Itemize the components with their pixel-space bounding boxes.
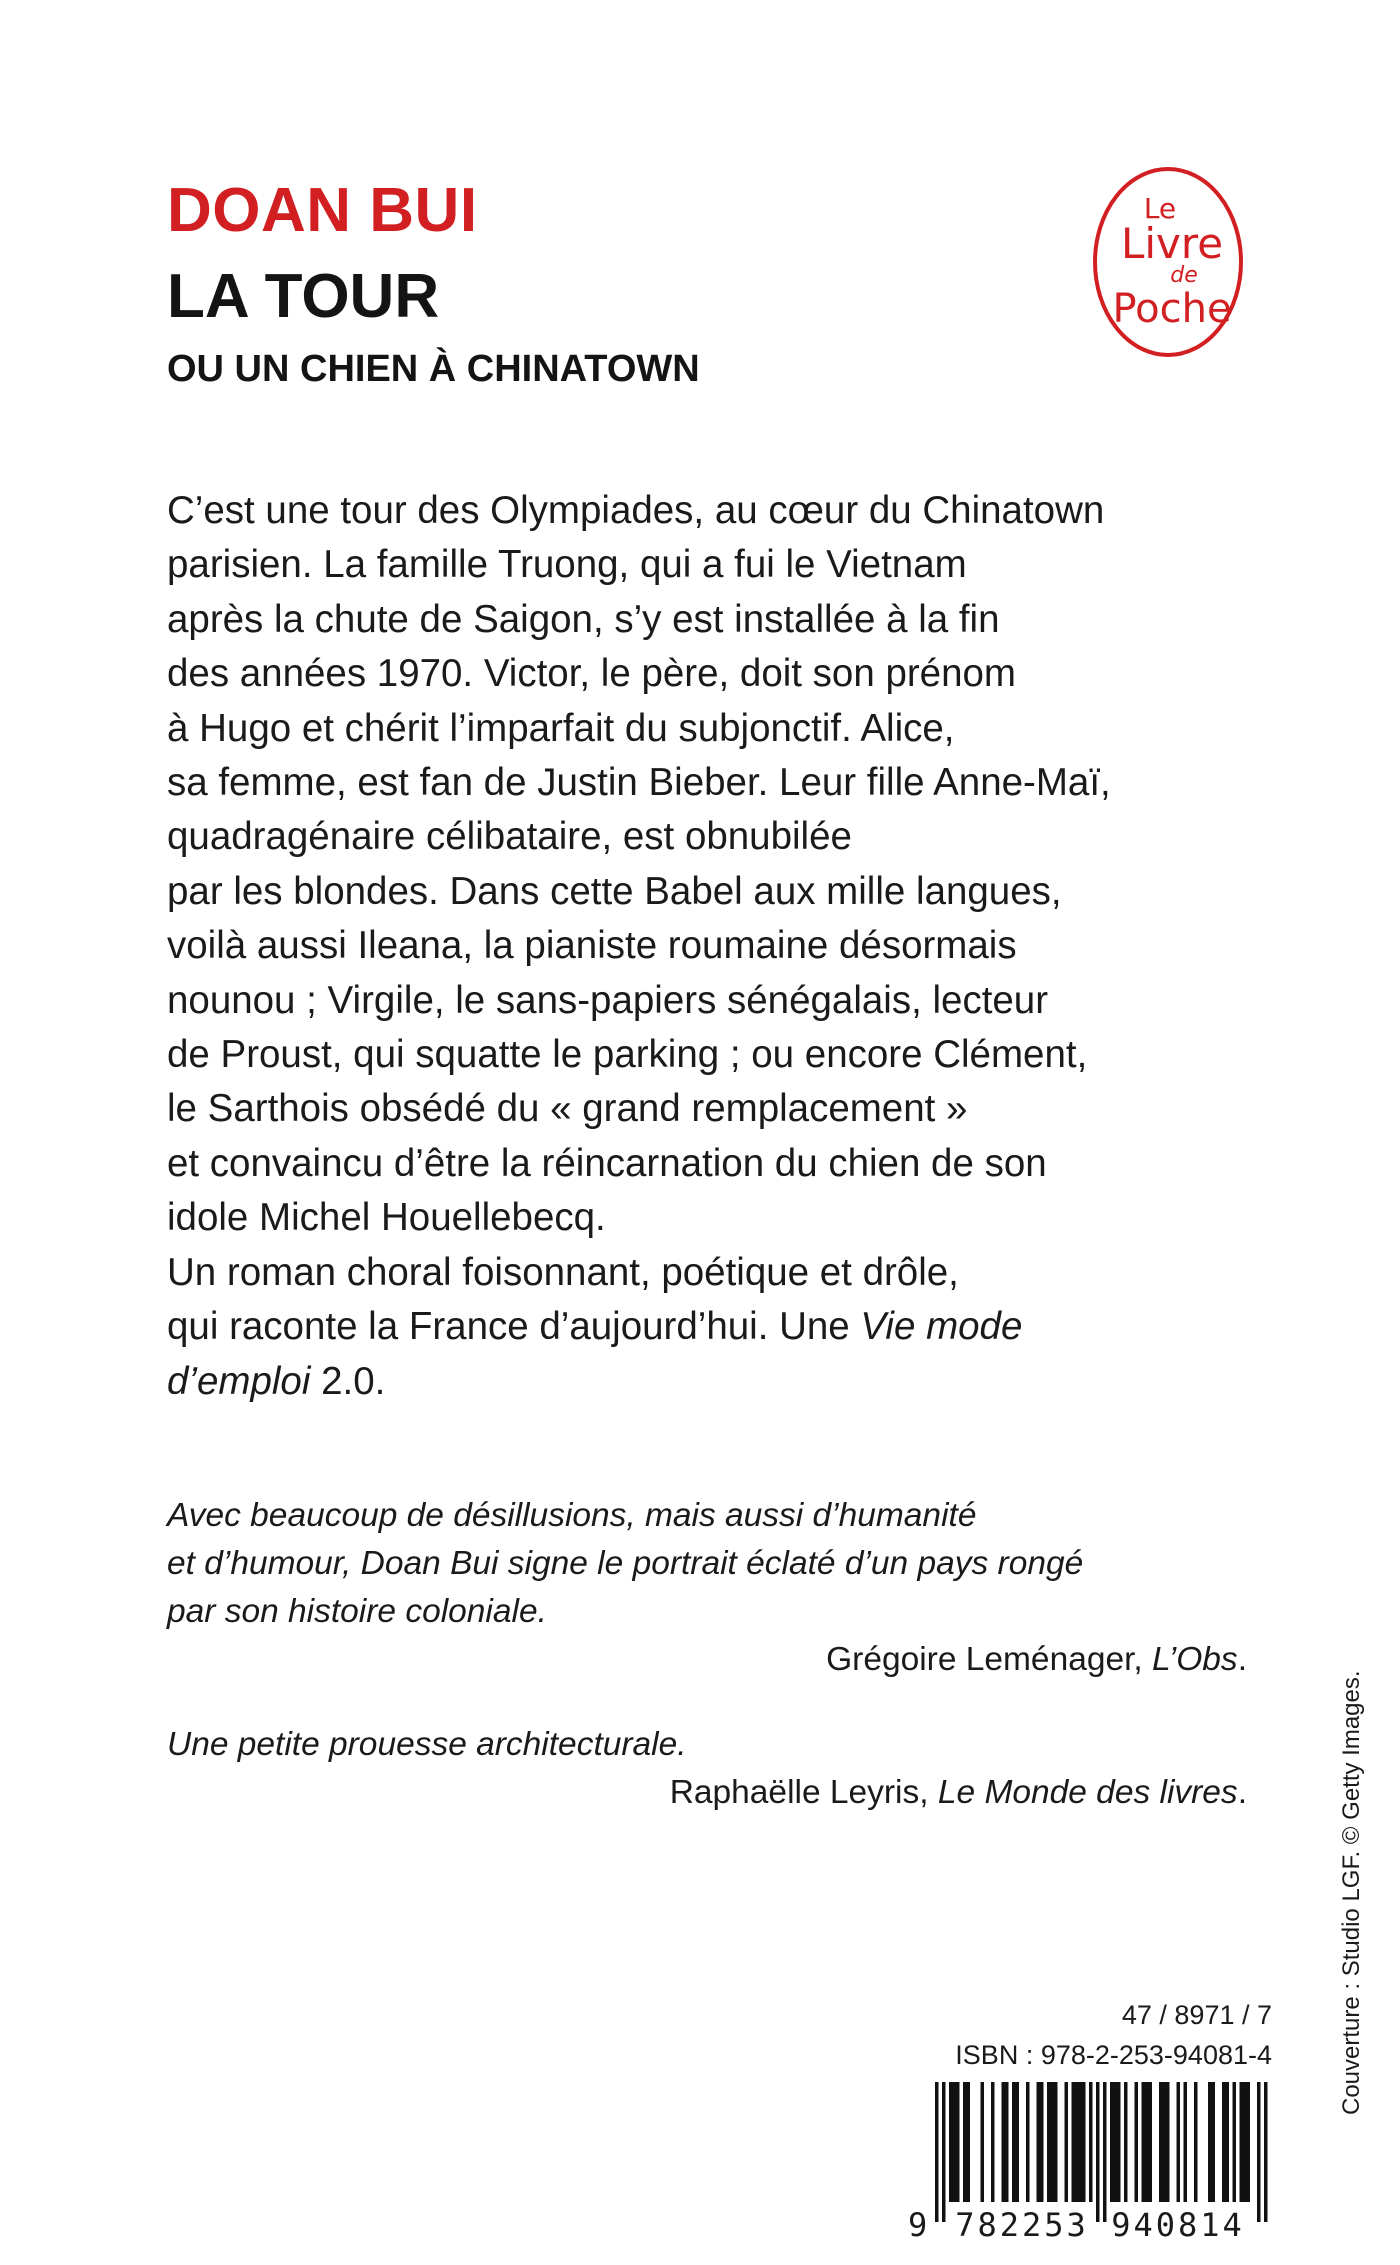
blurb-line: voilà aussi Ileana, la pianiste roumaine désormais [167, 924, 1017, 968]
press-quotes [167, 1492, 1247, 1817]
quote-line: Avec beaucoup de désillusions, mais aussi d’humanité [167, 1497, 977, 1534]
barcode-bar [1163, 2082, 1167, 2202]
catalog-reference: 47 / 8971 / 7 [1121, 2000, 1272, 2030]
quote-line: par son histoire coloniale. [167, 1593, 547, 1630]
barcode-bar [1177, 2082, 1181, 2202]
blurb-line: de Proust, qui squatte le parking ; ou encore Clément, [167, 1033, 1088, 1077]
isbn-barcode [900, 2082, 1275, 2242]
barcode-bar [1002, 2082, 1006, 2202]
press-quote [167, 1721, 1247, 1817]
logo-text-poche: Poche [1112, 286, 1232, 332]
barcode-guard-bar [935, 2082, 939, 2222]
barcode-bar [1040, 2082, 1044, 2202]
barcode-bar [1065, 2082, 1069, 2202]
blurb-line [167, 1300, 1247, 1354]
blurb-line: quadragénaire célibataire, est obnubilée [167, 815, 852, 859]
blurb-line: et convaincu d’être la réincarnation du chien de son [167, 1141, 1047, 1185]
blurb-line: nounou ; Virgile, le sans-papiers sénégalais, lecteur [167, 978, 1049, 1022]
barcode-bar [1226, 2082, 1230, 2202]
barcode-bar [1026, 2082, 1030, 2202]
barcode-bar [1047, 2082, 1051, 2202]
barcode-guard-bar [1096, 2082, 1100, 2222]
barcode-bar [1114, 2082, 1118, 2202]
blurb-italic-title: d’emploi [167, 1359, 311, 1403]
barcode-bar [1247, 2082, 1251, 2202]
quote-author: Grégoire Leménager, [826, 1641, 1153, 1678]
barcode-guard-bar [1257, 2082, 1261, 2222]
barcode-bar [1037, 2082, 1041, 2202]
blurb-text: qui raconte la France d’aujourd’hui. Une [167, 1305, 861, 1349]
barcode-bar [1145, 2082, 1149, 2202]
barcode-bar [963, 2082, 967, 2202]
blurb-line: des années 1970. Victor, le père, doit son prénom [167, 652, 1016, 696]
quote-end: . [1237, 1774, 1247, 1811]
publisher-logo-icon [1092, 166, 1244, 358]
barcode-bar [1212, 2082, 1216, 2202]
barcode-bar [1016, 2082, 1020, 2202]
barcode-bar [991, 2082, 995, 2202]
barcode-right-digits: 940814 [1111, 2206, 1245, 2242]
blurb-line: C’est une tour des Olympiades, au cœur du Chinatown [167, 489, 1105, 532]
barcode-guard-bar [942, 2082, 946, 2222]
cover-credit: Couverture : Studio LGF. © Getty Images. [1338, 1670, 1365, 2115]
barcode-bar [1159, 2082, 1163, 2202]
quote-source: L’Obs [1152, 1641, 1238, 1678]
reference-codes [930, 1995, 1272, 2075]
logo-text-livre: Livre [1120, 219, 1224, 268]
barcode-bar [1082, 2082, 1086, 2202]
barcode-bar [1054, 2082, 1058, 2202]
back-cover-blurb [167, 484, 1247, 1409]
quote-line: Une petite prouesse architecturale. [167, 1726, 687, 1763]
blurb-line: sa femme, est fan de Justin Bieber. Leur fille Anne-Maï, [167, 761, 1111, 805]
barcode-bar [1149, 2082, 1153, 2202]
barcode-bar [1124, 2082, 1128, 2202]
blurb-line: parisien. La famille Truong, qui a fui le Vietnam [167, 543, 967, 587]
barcode-bar [1184, 2082, 1188, 2202]
quote-attribution [167, 1769, 1247, 1817]
isbn-number: ISBN : 978-2-253-94081-4 [955, 2040, 1272, 2070]
book-subtitle: OU UN CHIEN À CHINATOWN [167, 348, 700, 390]
barcode-icon [900, 2082, 1275, 2242]
barcode-bar [1240, 2082, 1244, 2202]
quote-author: Raphaëlle Leyris, [669, 1774, 938, 1811]
barcode-bar [1222, 2082, 1226, 2202]
barcode-bar [1072, 2082, 1076, 2202]
barcode-bar [1142, 2082, 1146, 2202]
press-quote [167, 1492, 1247, 1684]
barcode-first-digit: 9 [908, 2206, 928, 2242]
quote-source: Le Monde des livres [937, 1774, 1238, 1811]
barcode-bar [1117, 2082, 1121, 2202]
book-header [167, 176, 700, 390]
barcode-bar [1089, 2082, 1093, 2202]
blurb-line: par les blondes. Dans cette Babel aux mille langues, [167, 869, 1062, 913]
barcode-bar [981, 2082, 985, 2202]
barcode-bar [1243, 2082, 1247, 2202]
barcode-bar [1194, 2082, 1198, 2202]
logo-text-de: de [1170, 263, 1198, 288]
barcode-bar [1208, 2082, 1212, 2202]
barcode-bar [1075, 2082, 1079, 2202]
blurb-line: à Hugo et chérit l’imparfait du subjonctif. Alice, [167, 706, 955, 750]
quote-attribution [167, 1636, 1247, 1684]
barcode-bar [1012, 2082, 1016, 2202]
barcode-guard-bar [1103, 2082, 1107, 2222]
author-name: DOAN BUI [167, 176, 478, 245]
barcode-bar [1135, 2082, 1139, 2202]
blurb-line: le Sarthois obsédé du « grand remplacement » [167, 1087, 968, 1131]
barcode-bar [1079, 2082, 1083, 2202]
barcode-guard-bar [1264, 2082, 1268, 2222]
barcode-bar [1166, 2082, 1170, 2202]
le-livre-de-poche-logo [1092, 166, 1244, 358]
barcode-bar [1051, 2082, 1055, 2202]
blurb-line: idole Michel Houellebecq. [167, 1196, 606, 1240]
barcode-bar [1005, 2082, 1009, 2202]
blurb-line: après la chute de Saigon, s’y est installée à la fin [167, 597, 1000, 641]
barcode-bar [956, 2082, 960, 2202]
barcode-bar [953, 2082, 957, 2202]
barcode-bar [967, 2082, 971, 2202]
blurb-line: Un roman choral foisonnant, poétique et drôle, [167, 1250, 959, 1294]
barcode-left-digits: 782253 [955, 2206, 1089, 2242]
blurb-italic-title: Vie mode [860, 1305, 1023, 1349]
quote-line: et d’humour, Doan Bui signe le portrait éclaté d’un pays rongé [167, 1545, 1084, 1582]
book-title: LA TOUR [167, 262, 440, 331]
barcode-bar [1110, 2082, 1114, 2202]
blurb-text: 2.0. [310, 1359, 386, 1403]
quote-end: . [1237, 1641, 1247, 1678]
barcode-bar [1233, 2082, 1237, 2202]
blurb-line [167, 1355, 1247, 1409]
logo-text-le: Le [1143, 192, 1177, 225]
barcode-bar [949, 2082, 953, 2202]
